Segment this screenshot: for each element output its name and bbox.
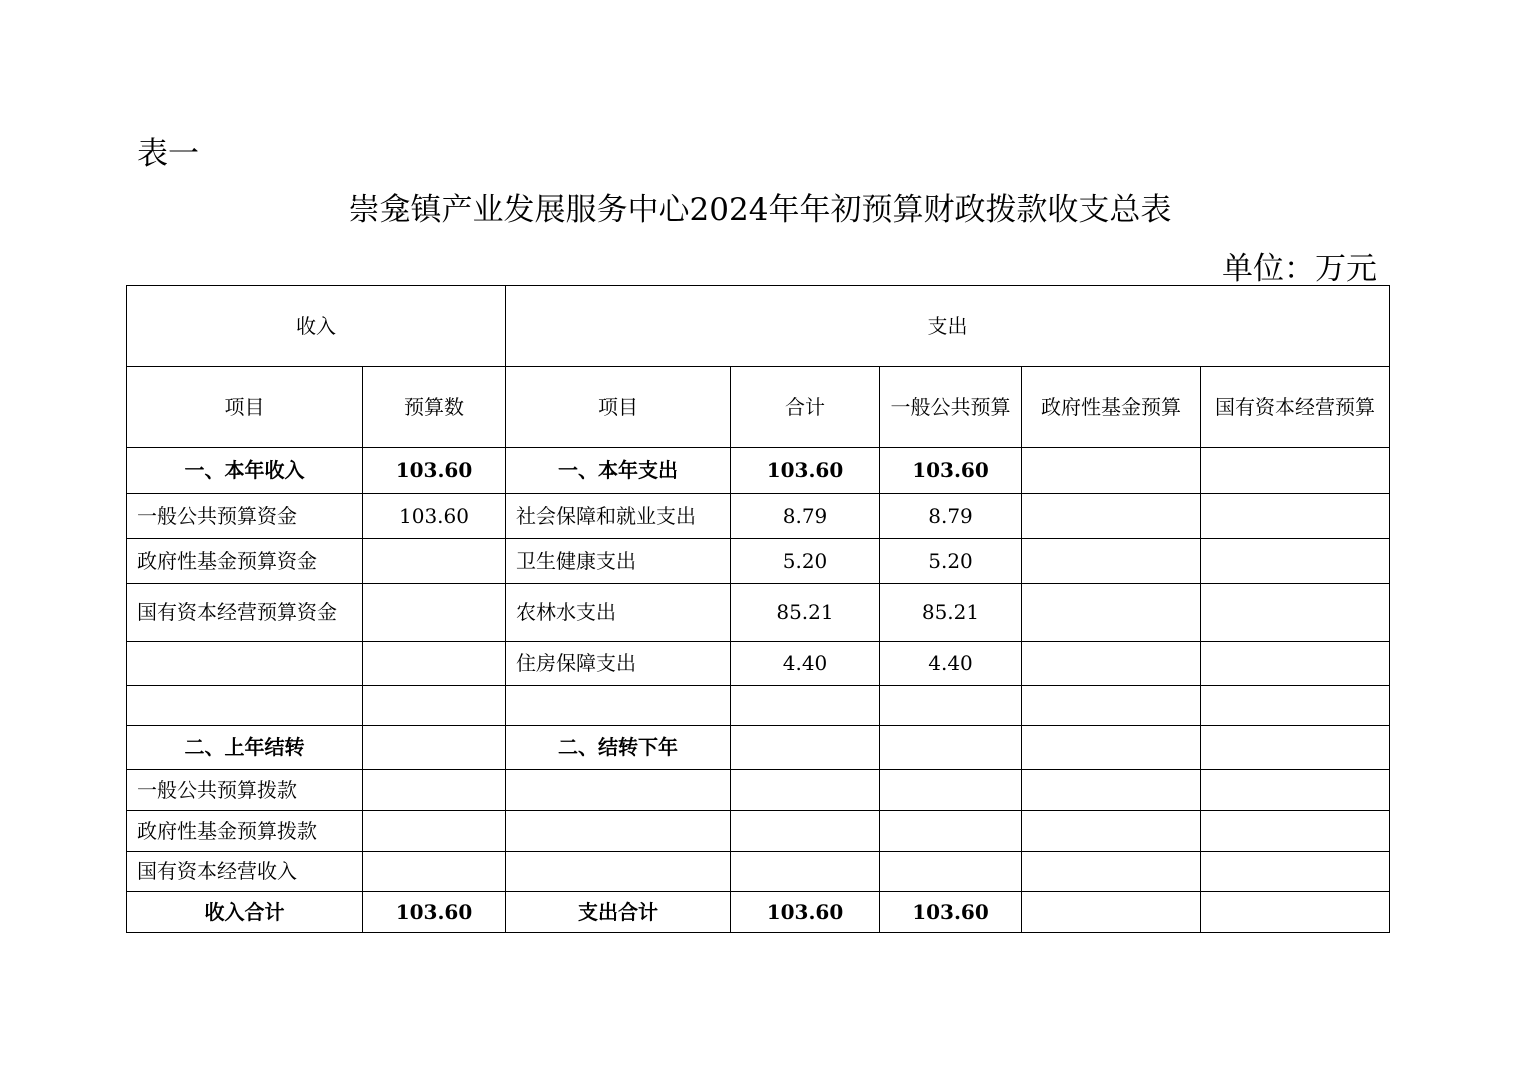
table-cell: 85.21 <box>731 584 880 642</box>
table-cell <box>880 852 1022 892</box>
table-cell: 103.60 <box>880 448 1022 494</box>
table-cell <box>1201 448 1390 494</box>
table-cell: 一般公共预算资金 <box>127 494 363 539</box>
table-cell: 住房保障支出 <box>506 642 731 686</box>
table-cell <box>731 686 880 726</box>
income-budget-header: 预算数 <box>363 367 506 448</box>
table-row <box>127 642 1390 686</box>
unit-label: 单位：万元 <box>1222 251 1377 287</box>
table-row <box>127 539 1390 584</box>
table-cell <box>127 686 363 726</box>
table-cell <box>363 539 506 584</box>
table-cell <box>1022 852 1201 892</box>
table-cell <box>1201 686 1390 726</box>
budget-table <box>126 285 1390 933</box>
expense-header: 支出 <box>506 286 1390 367</box>
table-cell: 一般公共预算拨款 <box>127 770 363 811</box>
table-cell <box>1201 584 1390 642</box>
table-cell <box>1022 770 1201 811</box>
table-row <box>127 892 1390 933</box>
table-cell <box>1022 642 1201 686</box>
table-cell <box>1022 726 1201 770</box>
table-cell: 一、本年收入 <box>127 448 363 494</box>
table-cell: 103.60 <box>363 494 506 539</box>
table-cell: 103.60 <box>731 448 880 494</box>
table-row <box>127 686 1390 726</box>
table-cell <box>506 686 731 726</box>
table-cell <box>880 726 1022 770</box>
table-cell <box>1201 539 1390 584</box>
table-cell: 收入合计 <box>127 892 363 933</box>
table-cell: 支出合计 <box>506 892 731 933</box>
table-cell <box>506 852 731 892</box>
table-cell <box>363 852 506 892</box>
table-cell: 5.20 <box>880 539 1022 584</box>
table-cell <box>1022 539 1201 584</box>
table-cell <box>127 642 363 686</box>
table-cell <box>1201 811 1390 852</box>
table-cell: 85.21 <box>880 584 1022 642</box>
expense-item-header: 项目 <box>506 367 731 448</box>
table-cell <box>1022 811 1201 852</box>
table-cell <box>731 852 880 892</box>
table-row <box>127 811 1390 852</box>
income-header: 收入 <box>127 286 506 367</box>
table-cell: 103.60 <box>880 892 1022 933</box>
table-cell: 国有资本经营收入 <box>127 852 363 892</box>
table-cell <box>506 770 731 811</box>
table-cell: 103.60 <box>363 892 506 933</box>
table-cell: 二、结转下年 <box>506 726 731 770</box>
table-label: 表一 <box>137 136 199 172</box>
table-cell: 一、本年支出 <box>506 448 731 494</box>
table-cell <box>880 686 1022 726</box>
table-cell: 政府性基金预算资金 <box>127 539 363 584</box>
table-cell: 社会保障和就业支出 <box>506 494 731 539</box>
table-row <box>127 494 1390 539</box>
table-cell: 103.60 <box>731 892 880 933</box>
table-cell <box>1201 892 1390 933</box>
table-cell: 农林水支出 <box>506 584 731 642</box>
table-cell: 4.40 <box>731 642 880 686</box>
table-cell <box>506 811 731 852</box>
table-cell: 政府性基金预算拨款 <box>127 811 363 852</box>
table-cell <box>1201 726 1390 770</box>
table-cell <box>363 726 506 770</box>
table-cell <box>880 770 1022 811</box>
income-item-header: 项目 <box>127 367 363 448</box>
table-cell <box>1201 642 1390 686</box>
table-cell: 8.79 <box>731 494 880 539</box>
header-row-top <box>127 286 1390 367</box>
table-cell <box>731 726 880 770</box>
table-row <box>127 852 1390 892</box>
table-cell <box>1201 494 1390 539</box>
table-cell <box>1022 494 1201 539</box>
table-cell: 5.20 <box>731 539 880 584</box>
table-cell <box>1022 892 1201 933</box>
table-row <box>127 770 1390 811</box>
table-cell <box>363 642 506 686</box>
header-row-sub <box>127 367 1390 448</box>
table-cell <box>731 811 880 852</box>
table-cell <box>363 584 506 642</box>
table-cell <box>363 686 506 726</box>
table-cell: 4.40 <box>880 642 1022 686</box>
gov-fund-header: 政府性基金预算 <box>1022 367 1201 448</box>
table-cell <box>1201 770 1390 811</box>
table-cell <box>363 811 506 852</box>
table-cell <box>1022 584 1201 642</box>
total-header: 合计 <box>731 367 880 448</box>
table-body <box>127 448 1390 933</box>
table-row <box>127 448 1390 494</box>
table-cell: 103.60 <box>363 448 506 494</box>
table-cell: 二、上年结转 <box>127 726 363 770</box>
document-title: 崇龛镇产业发展服务中心2024年年初预算财政拨款收支总表 <box>348 192 1172 228</box>
table-cell <box>880 811 1022 852</box>
table-row <box>127 726 1390 770</box>
table-cell: 国有资本经营预算资金 <box>127 584 363 642</box>
table-cell <box>1022 448 1201 494</box>
state-capital-header: 国有资本经营预算 <box>1201 367 1390 448</box>
table-cell: 8.79 <box>880 494 1022 539</box>
table-row <box>127 584 1390 642</box>
general-budget-header: 一般公共预算 <box>880 367 1022 448</box>
table-cell: 卫生健康支出 <box>506 539 731 584</box>
table-cell <box>1022 686 1201 726</box>
table-cell <box>731 770 880 811</box>
table-cell <box>1201 852 1390 892</box>
table-cell <box>363 770 506 811</box>
